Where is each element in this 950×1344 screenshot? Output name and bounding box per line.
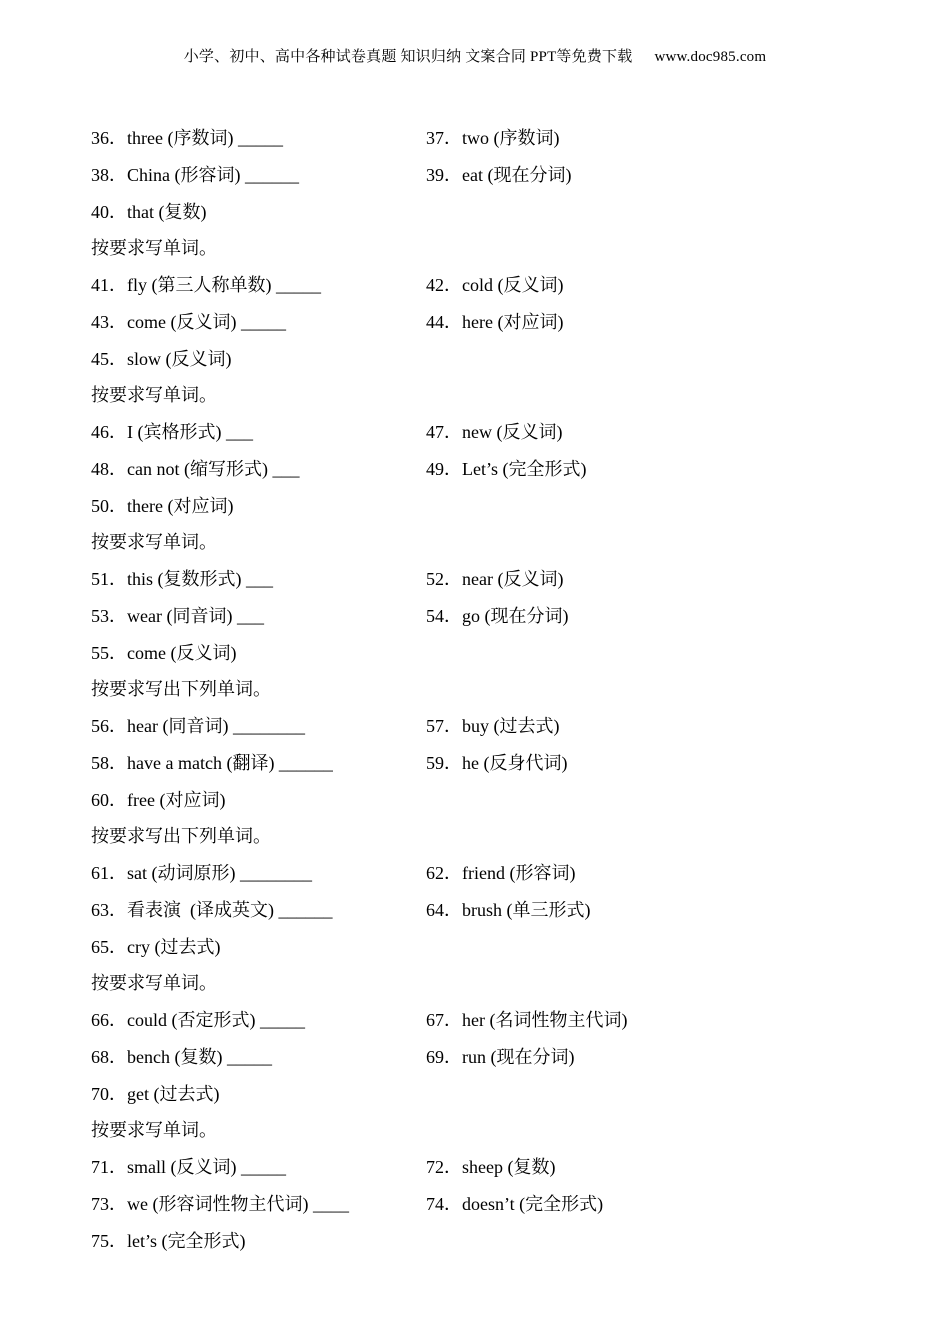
exercise-item: 70．get (过去式) [91,1083,220,1104]
exercise-row [91,302,891,339]
exercise-row [91,449,891,486]
exercise-item: 56．hear (同音词) ________ [91,715,305,736]
exercise-item: 54．go (现在分词) [426,605,569,626]
section-heading: 按要求写出下列单词。 [91,826,271,846]
section-heading: 按要求写单词。 [91,385,217,405]
exercise-item: 59．he (反身代词) [426,752,568,773]
exercise-item: 69．run (现在分词) [426,1046,575,1067]
exercise-item: 39．eat (现在分词) [426,164,572,185]
exercise-row [91,412,891,449]
exercise-row [91,743,891,780]
exercise-row [91,596,891,633]
exercise-row [91,633,891,670]
exercise-row [91,927,891,964]
exercise-item: 74．doesn’t (完全形式) [426,1193,604,1214]
exercise-row [91,192,891,229]
exercise-item: 42．cold (反义词) [426,274,564,295]
exercise-row [91,118,891,155]
exercise-item: 73．we (形容词性物主代词) ____ [91,1193,349,1214]
exercise-item: 50．there (对应词) [91,495,234,516]
exercise-row [91,706,891,743]
exercise-item: 67．her (名词性物主代词) [426,1009,628,1030]
exercise-row [91,265,891,302]
header-text: 小学、初中、高中各种试卷真题 知识归纳 文案合同 PPT等免费下载 [183,49,633,65]
exercise-item: 36．three (序数词) _____ [91,127,283,148]
section-heading: 按要求写单词。 [91,973,217,993]
section-heading: 按要求写单词。 [91,532,217,552]
exercise-item: 62．friend (形容词) [426,862,576,883]
exercise-item: 41．fly (第三人称单数) _____ [91,274,321,295]
exercise-row [91,1074,891,1111]
exercise-item: 57．buy (过去式) [426,715,560,736]
exercise-item: 58．have a match (翻译) ______ [91,752,333,773]
exercise-row [91,1037,891,1074]
section-heading: 按要求写出下列单词。 [91,679,271,699]
page-header [0,45,950,66]
exercise-item: 51．this (复数形式) ___ [91,568,273,589]
exercise-item: 65．cry (过去式) [91,936,221,957]
exercise-item: 55．come (反义词) [91,642,237,663]
exercise-row [91,1000,891,1037]
exercise-item: 40．that (复数) [91,201,207,222]
exercise-row [91,1147,891,1184]
header-site-link[interactable]: www.doc985.com [654,49,767,65]
exercise-list [91,118,891,1258]
exercise-item: 71．small (反义词) _____ [91,1156,286,1177]
exercise-item: 43．come (反义词) _____ [91,311,286,332]
exercise-item: 48．can not (缩写形式) ___ [91,458,300,479]
exercise-item: 61．sat (动词原形) ________ [91,862,312,883]
exercise-item: 72．sheep (复数) [426,1156,556,1177]
exercise-row [91,890,891,927]
exercise-item: 49．Let’s (完全形式) [426,458,587,479]
exercise-row [91,486,891,523]
exercise-item: 37．two (序数词) [426,127,560,148]
exercise-item: 44．here (对应词) [426,311,564,332]
exercise-row [91,559,891,596]
exercise-item: 52．near (反义词) [426,568,564,589]
exercise-item: 38．China (形容词) ______ [91,164,299,185]
exercise-item: 66．could (否定形式) _____ [91,1009,305,1030]
exercise-item: 47．new (反义词) [426,421,563,442]
exercise-item: 53．wear (同音词) ___ [91,605,264,626]
exercise-item: 68．bench (复数) _____ [91,1046,272,1067]
exercise-row [91,1221,891,1258]
exercise-item: 60．free (对应词) [91,789,226,810]
section-heading: 按要求写单词。 [91,238,217,258]
exercise-item: 63．看表演 (译成英文) ______ [91,899,333,920]
section-heading: 按要求写单词。 [91,1120,217,1140]
exercise-item: 45．slow (反义词) [91,348,232,369]
exercise-item: 75．let’s (完全形式) [91,1230,246,1251]
exercise-item: 46．I (宾格形式) ___ [91,421,253,442]
exercise-row [91,853,891,890]
exercise-row [91,339,891,376]
exercise-row [91,780,891,817]
exercise-row [91,1184,891,1221]
exercise-row [91,155,891,192]
exercise-item: 64．brush (单三形式) [426,899,591,920]
